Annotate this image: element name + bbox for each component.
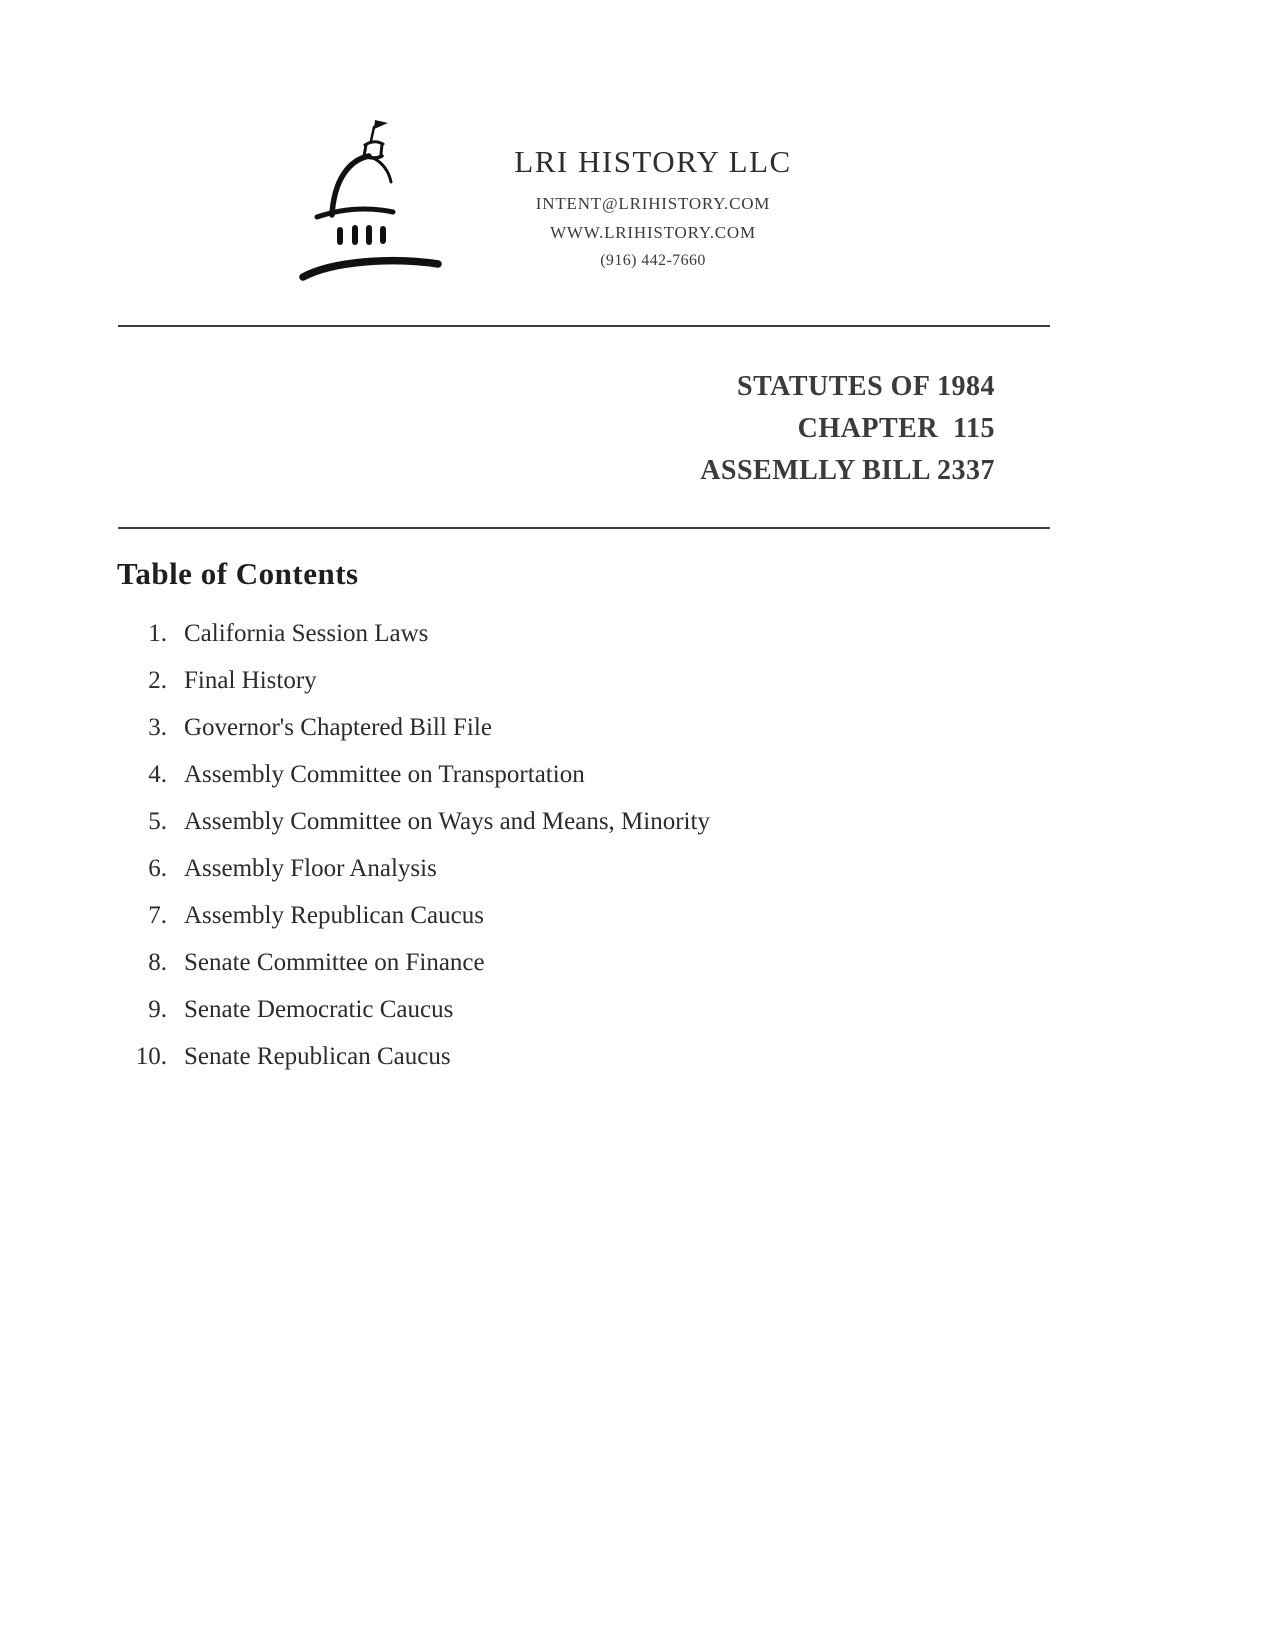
company-phone: (916) 442-7660 (600, 252, 706, 269)
toc-item-label: Assembly Floor Analysis (184, 855, 437, 882)
statutes-line-3: ASSEMLLY BILL 2337 (700, 455, 995, 486)
toc-item (117, 620, 710, 667)
company-email: INTENT@LRIHISTORY.COM (535, 194, 771, 213)
toc-item-number: 10. (135, 1043, 167, 1070)
toc-heading: Table of Contents (117, 556, 359, 591)
toc-item (117, 855, 710, 902)
toc-item-number: 7. (148, 902, 167, 929)
toc-item-label: Assembly Committee on Ways and Means, Minority (184, 808, 710, 835)
company-name: LRI HISTORY LLC (514, 144, 792, 179)
letterhead (290, 118, 828, 288)
toc-item (117, 1043, 710, 1090)
middle-divider (118, 527, 1050, 529)
toc-item-number: 6. (148, 855, 167, 882)
statutes-title-block (700, 366, 995, 492)
toc-item-label: Senate Republican Caucus (184, 1043, 451, 1070)
toc-item (117, 714, 710, 761)
toc-item-label: Final History (184, 667, 317, 694)
toc-item (117, 949, 710, 996)
top-divider (118, 325, 1050, 327)
capitol-dome-logo-icon (290, 118, 450, 288)
toc-item-label: Governor's Chaptered Bill File (184, 714, 492, 741)
toc-item-number: 9. (148, 996, 167, 1023)
toc-item-label: California Session Laws (184, 620, 429, 647)
toc-item-number: 5. (148, 808, 167, 835)
toc-item (117, 996, 710, 1043)
statutes-line-2: CHAPTER 115 (797, 413, 995, 444)
toc-item-label: Senate Committee on Finance (184, 949, 485, 976)
toc-item (117, 667, 710, 714)
toc-item-label: Assembly Republican Caucus (184, 902, 484, 929)
toc-item-label: Senate Democratic Caucus (184, 996, 454, 1023)
company-website: WWW.LRIHISTORY.COM (550, 223, 756, 242)
toc-item-number: 8. (148, 949, 167, 976)
toc-list (117, 620, 710, 1090)
toc-item-label: Assembly Committee on Transportation (184, 761, 585, 788)
toc-item-number: 1. (148, 620, 167, 647)
company-contact-block (478, 144, 828, 270)
toc-item-number: 2. (148, 667, 167, 694)
toc-item-number: 4. (148, 761, 167, 788)
toc-item (117, 761, 710, 808)
toc-item (117, 808, 710, 855)
toc-item (117, 902, 710, 949)
toc-item-number: 3. (148, 714, 167, 741)
statutes-line-1: STATUTES OF 1984 (737, 371, 995, 402)
